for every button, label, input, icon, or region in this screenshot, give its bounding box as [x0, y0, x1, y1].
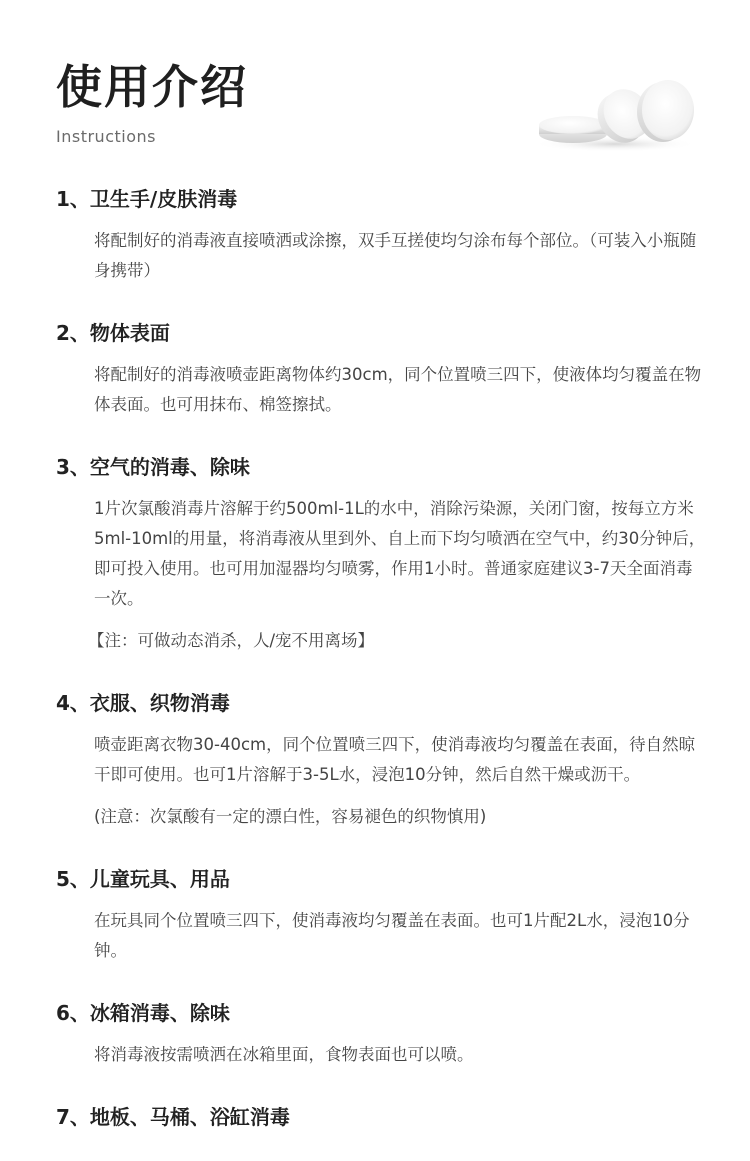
section-body: 将配制好的消毒液直接喷洒或涂擦，双手互搓使均匀涂布每个部位。（可装入小瓶随身携带）: [94, 231, 697, 280]
section-hand-skin: [56, 186, 706, 286]
section-body: 喷壶距离衣物30-40cm，同个位置喷三四下，使消毒液均匀覆盖在表面，待自然晾干即可使用。也可1片溶解于3-5L水，浸泡10分钟，然后自然干燥或沥干。: [94, 735, 696, 784]
section-floor-toilet: [56, 1104, 706, 1130]
section-clothing: [56, 690, 706, 832]
section-body: 将消毒液按需喷洒在冰箱里面，食物表面也可以喷。: [94, 1045, 474, 1064]
section-title: 5、儿童玩具、用品: [56, 867, 230, 891]
section-title: 2、物体表面: [56, 321, 170, 345]
page-title: 使用介绍: [56, 60, 248, 114]
section-title: 3、空气的消毒、除味: [56, 455, 250, 479]
tablets-illustration: [535, 70, 700, 155]
section-title: 4、衣服、织物消毒: [56, 691, 230, 715]
section-body: 1片次氯酸消毒片溶解于约500ml-1L的水中，消除污染源，关闭门窗，按每立方米5ml-10ml的用量，将消毒液从里到外、自上而下均匀喷洒在空气中，约30分钟后，即可投入使用。也可用加湿器均匀喷雾，作用1小时。普通家庭建议3-7天全面消毒一次。: [94, 499, 706, 608]
section-note: 【注：可做动态消杀，人/宠不用离场】: [88, 631, 375, 650]
section-object-surface: [56, 320, 706, 420]
section-toys: [56, 866, 706, 966]
section-note: (注意：次氯酸有一定的漂白性，容易褪色的织物慎用): [94, 807, 487, 826]
section-body: 在玩具同个位置喷三四下，使消毒液均匀覆盖在表面。也可1片配2L水，浸泡10分钟。: [94, 911, 690, 960]
section-fridge: [56, 1000, 706, 1070]
section-air: [56, 454, 706, 656]
instructions-list: [56, 186, 706, 1144]
section-body: 将配制好的消毒液喷壶距离物体约30cm，同个位置喷三四下，使液体均匀覆盖在物体表面。也可用抹布、棉签擦拭。: [94, 365, 702, 414]
section-title: 1、卫生手/皮肤消毒: [56, 187, 238, 211]
page-subtitle: Instructions: [56, 126, 156, 146]
section-title: 7、地板、马桶、浴缸消毒: [56, 1105, 290, 1129]
section-title: 6、冰箱消毒、除味: [56, 1001, 230, 1025]
page-header: [56, 62, 248, 146]
